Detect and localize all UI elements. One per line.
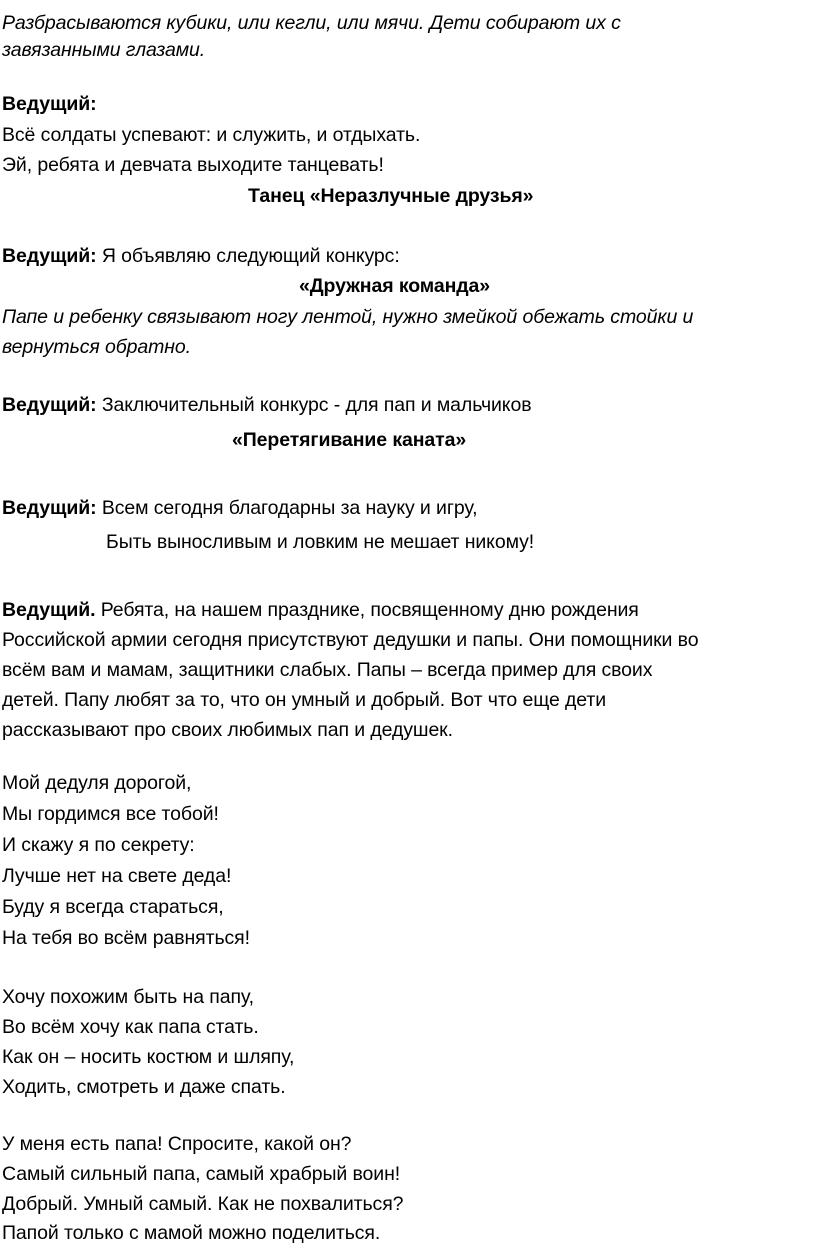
poem-line: Мы гордимся все тобой! <box>2 803 219 825</box>
verse-line: Всё солдаты успевают: и служить, и отдыхать. <box>2 124 421 146</box>
poem-line: Добрый. Умный самый. Как не похвалиться? <box>2 1193 404 1215</box>
paragraph <box>2 495 477 521</box>
poem-line: Лучше нет на свете деда! <box>2 865 232 887</box>
poem-line: Папой только с мамой можно поделиться. <box>2 1222 381 1244</box>
paragraph <box>2 392 531 418</box>
contest-title: «Дружная команда» <box>299 275 491 297</box>
dance-title: Танец «Неразлучные друзья» <box>248 185 534 207</box>
paragraph-text: Я объявляю следующий конкурс: <box>96 245 400 267</box>
paragraph-line: Российской армии сегодня присутствуют дедушки и папы. Они помощники во <box>2 629 699 651</box>
contest-description-line: вернуться обратно. <box>2 336 191 358</box>
paragraph <box>2 243 400 269</box>
paragraph-text: Заключительный конкурс - для пап и мальчиков <box>96 394 532 416</box>
poem-line: Хочу похожим быть на папу, <box>2 986 254 1008</box>
poem-line: Ходить, смотреть и даже спать. <box>2 1076 286 1098</box>
intro-line-1: Разбрасываются кубики, или кегли, или мячи. Дети собирают их с <box>2 12 621 34</box>
verse-line: Эй, ребята и девчата выходите танцевать! <box>2 154 384 176</box>
poem-line: Во всём хочу как папа стать. <box>2 1016 259 1038</box>
poem-line: Мой дедуля дорогой, <box>2 772 192 794</box>
paragraph-line <box>2 597 639 623</box>
paragraph-line: рассказывают про своих любимых пап и дедушек. <box>2 719 453 741</box>
contest-description-line: Папе и ребенку связывают ногу лентой, нужно змейкой обежать стойки и <box>2 306 694 328</box>
speaker-label: Ведущий: <box>2 394 97 416</box>
paragraph-text: Всем сегодня благодарны за науку и игру, <box>96 497 478 519</box>
speaker-label: Ведущий: <box>2 245 97 267</box>
intro-line-2: завязанными глазами. <box>2 39 206 61</box>
poem-line: Буду я всегда стараться, <box>2 896 224 918</box>
poem-line: Самый сильный папа, самый храбрый воин! <box>2 1163 401 1185</box>
paragraph-line: детей. Папу любят за то, что он умный и добрый. Вот что еще дети <box>2 689 607 711</box>
contest-title: «Перетягивание каната» <box>232 429 467 451</box>
poem-line: И скажу я по секрету: <box>2 834 195 856</box>
paragraph-line: всём вам и мамам, защитники слабых. Папы – всегда пример для своих <box>2 659 653 681</box>
speaker-label: Ведущий: <box>2 93 97 115</box>
poem-line: У меня есть папа! Спросите, какой он? <box>2 1133 352 1155</box>
verse-line: Быть выносливым и ловким не мешает никому! <box>106 531 535 553</box>
speaker-label: Ведущий: <box>2 497 97 519</box>
paragraph-text: Ребята, на нашем празднике, посвященному дню рождения <box>95 599 639 621</box>
poem-line: Как он – носить костюм и шляпу, <box>2 1046 295 1068</box>
speaker-label: Ведущий. <box>2 599 96 621</box>
poem-line: На тебя во всём равняться! <box>2 927 250 949</box>
